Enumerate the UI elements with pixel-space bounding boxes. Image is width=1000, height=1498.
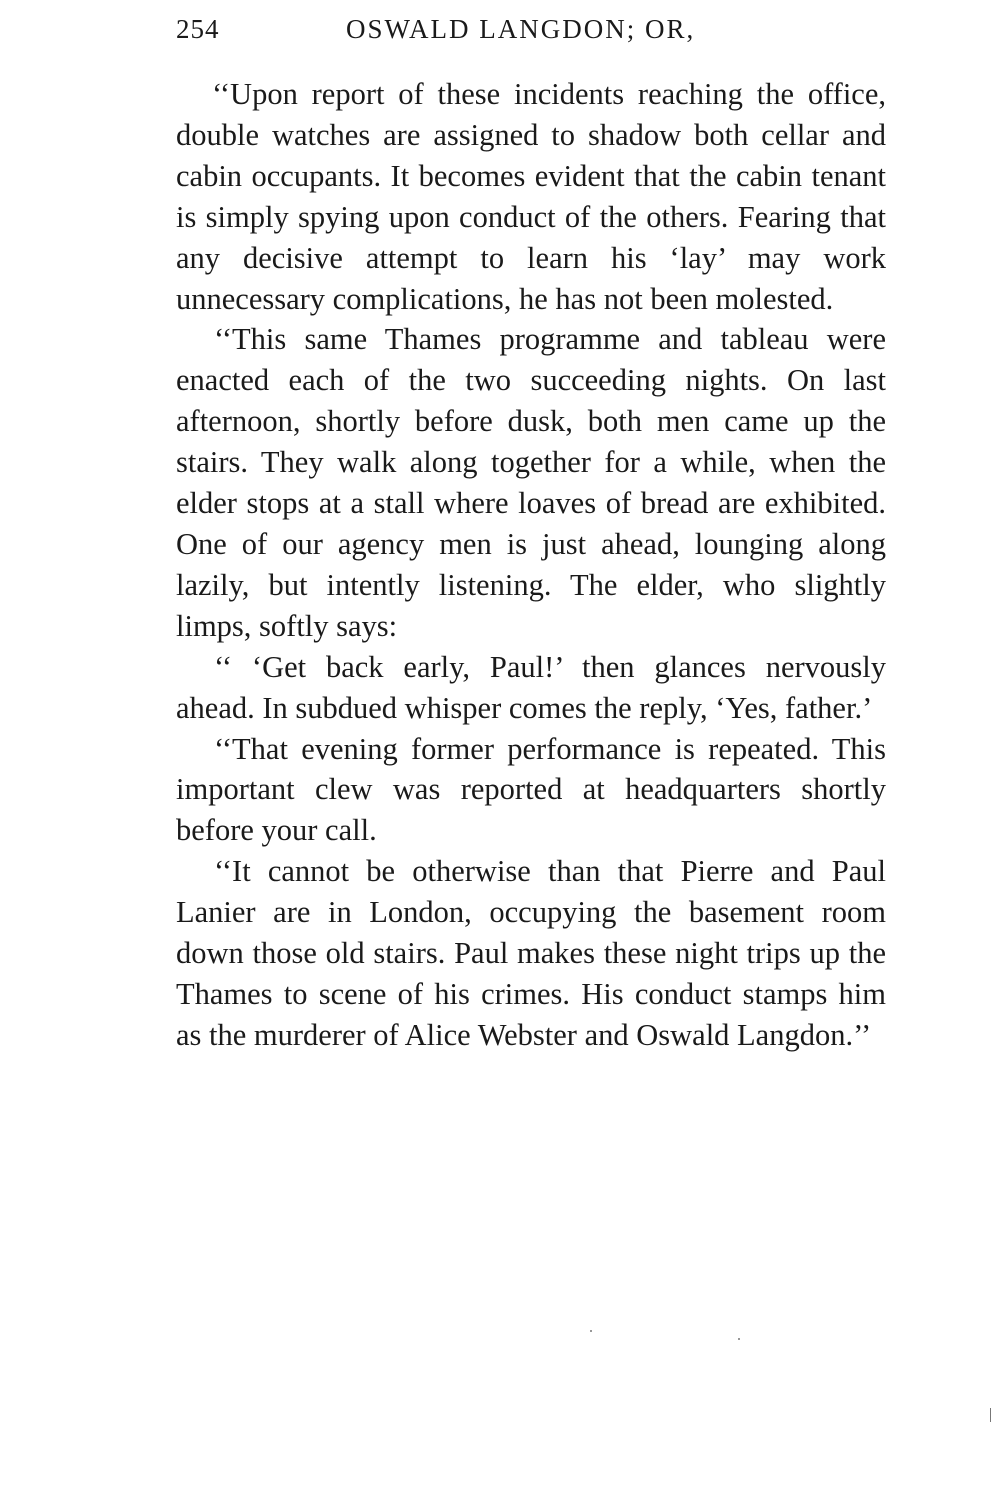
paper-speck — [590, 1330, 592, 1332]
paragraph: ‘‘ ‘Get back early, Paul!’ then glances nervously ahead. In subdued whisper comes the reply, ‘Yes, father.’ — [176, 649, 886, 725]
running-title: OSWALD LANGDON; OR, — [346, 14, 696, 44]
paragraph: ‘‘This same Thames programme and tableau were enacted each of the two succeeding nights. On last afternoon, shortly before dusk, both men came up the stairs. They walk along together for a while, when the elder stops at a stall where loaves of bread are exhibited. One of our agency men is just ahead, lounging along lazily, but intently listening. The elder, who slightly limps, softly says: — [176, 322, 886, 643]
paragraph: ‘‘Upon report of these incidents reaching the office, double watches are assigned to shadow both cellar and cabin occupants. It becomes evident that the cabin tenant is simply spying upon conduct of the others. Fearing that any decisive attempt to learn his ‘lay’ may work unnecessary complications, he has not been molested. — [176, 77, 886, 316]
paper-speck — [738, 1338, 740, 1340]
paragraph: ‘‘It cannot be otherwise than that Pierre and Paul Lanier are in London, occupying the basement room down those old stairs. Paul makes these night trips up the Thames to scene of his crimes. His conduct stamps him as the murderer of Alice Webster and Oswald Langdon.’’ — [176, 854, 886, 1052]
page-number: 254 — [176, 14, 220, 44]
body-text — [176, 74, 886, 1056]
paragraph: ‘‘That evening former performance is repeated. This important clew was reported at headquarters shortly before your call. — [176, 731, 886, 848]
paper-speck — [990, 1408, 991, 1422]
running-head — [176, 14, 896, 54]
